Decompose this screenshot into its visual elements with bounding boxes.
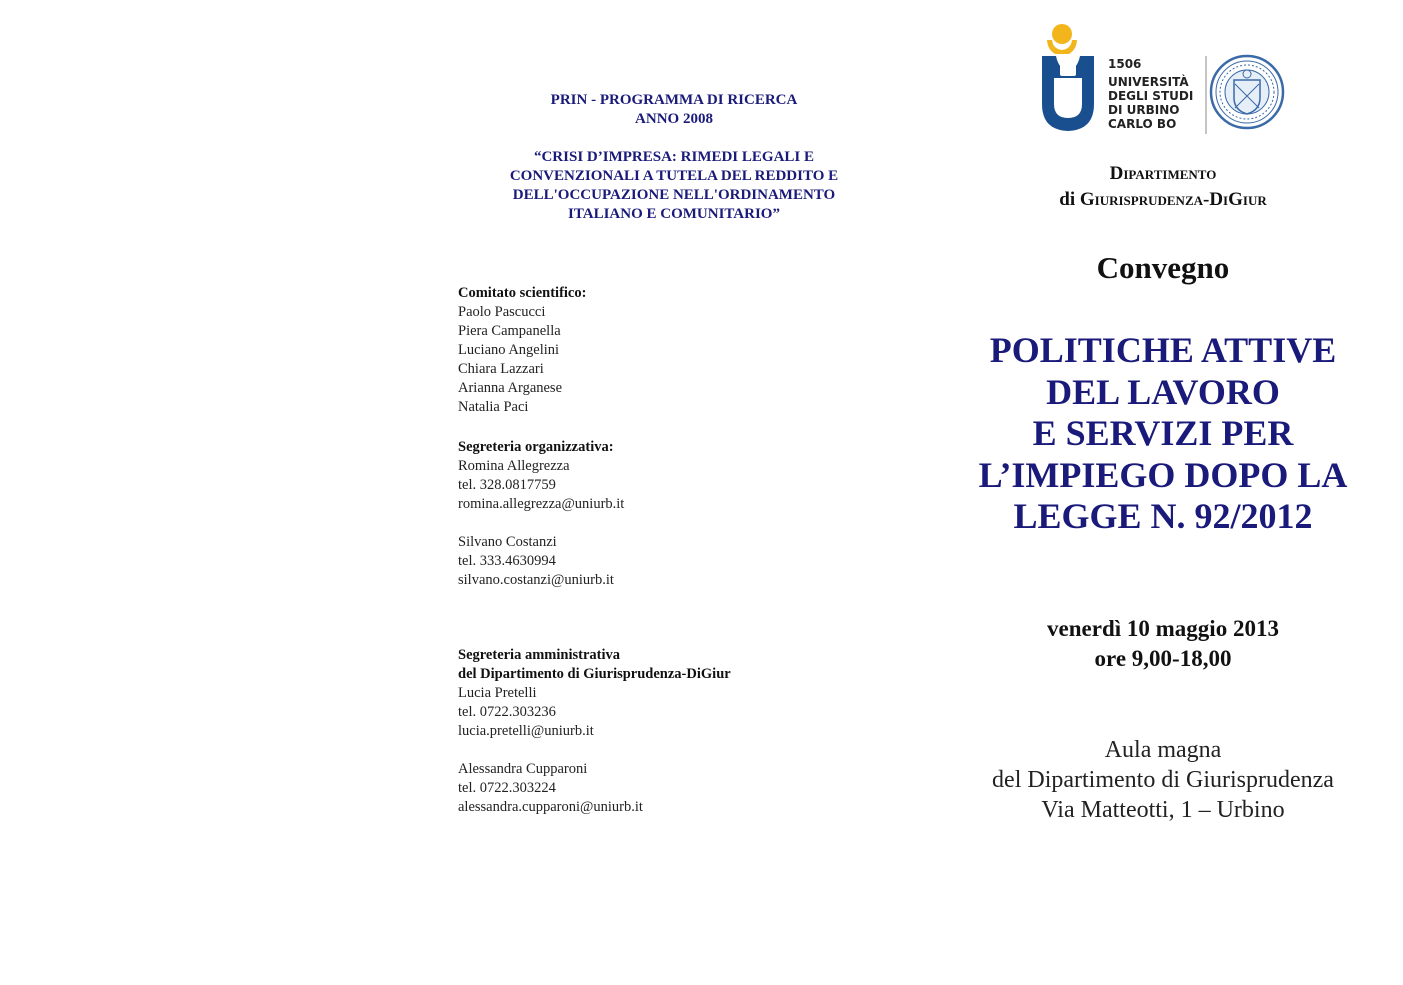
segreteria-amm-subheading: del Dipartimento di Giurisprudenza-DiGiur [458,666,731,682]
logo-head-icon [1052,24,1072,44]
segreteria-org-heading: Segreteria organizzativa: [458,439,614,455]
university-logo [1038,20,1288,136]
venue-line: del Dipartimento di Giurisprudenza [992,767,1334,793]
event-title-line: L’IMPIEGO DOPO LA [978,454,1348,495]
project-title [474,148,874,224]
contact-name: Romina Allegrezza [458,458,570,474]
event-date: venerdì 10 maggio 2013 [1047,616,1279,641]
contact-email[interactable]: romina.allegrezza@uniurb.it [458,496,625,512]
segreteria-organizzativa [458,438,624,590]
department-name [963,161,1363,213]
prin-line: PRIN - PROGRAMMA DI RICERCA [550,92,798,108]
comitato-heading: Comitato scientifico: [458,285,587,301]
event-title-line: E SERVIZI PER [1032,413,1294,453]
contact-tel: tel. 333.4630994 [458,553,556,569]
contact-name: Silvano Costanzi [458,534,557,550]
event-title-line: DEL LAVORO [1046,371,1280,412]
prin-year: ANNO 2008 [635,111,713,127]
event-time: ore 9,00-18,00 [1094,646,1232,671]
event-title [943,330,1383,538]
contact-email[interactable]: silvano.costanzi@uniurb.it [458,572,614,588]
event-datetime [963,614,1363,674]
comitato-scientifico [458,284,586,417]
project-title-line: DELL'OCCUPAZIONE NELL'ORDINAMENTO [512,187,836,203]
comitato-member: Paolo Pascucci [458,304,546,320]
project-title-line: “CRISI D’IMPRESA: RIMEDI LEGALI E [533,149,815,165]
contact-email[interactable]: alessandra.cupparoni@uniurb.it [458,799,643,815]
logo-line: DI URBINO [1108,103,1180,117]
department-label: Dipartimento [1109,163,1217,184]
contact-email[interactable]: lucia.pretelli@uniurb.it [458,723,594,739]
contact-tel: tel. 0722.303236 [458,704,556,720]
contact-name: Alessandra Cupparoni [458,761,588,777]
logo-line: UNIVERSITÀ [1108,75,1189,89]
comitato-member: Chiara Lazzari [458,361,544,377]
event-title-line: LEGGE N. 92/2012 [1013,496,1313,536]
contact-tel: tel. 0722.303224 [458,780,556,796]
logo-line: CARLO BO [1108,117,1177,131]
event-title-line: POLITICHE ATTIVE [989,330,1337,370]
department-full-name [963,187,1363,213]
logo-line: DEGLI STUDI [1108,89,1194,103]
department-prefix: di [1059,189,1080,210]
comitato-member: Arianna Arganese [458,380,563,396]
contact-name: Lucia Pretelli [458,685,537,701]
prin-heading [474,91,874,129]
venue-line: Aula magna [1104,737,1222,763]
comitato-member: Natalia Paci [458,399,529,415]
project-title-line: ITALIANO E COMUNITARIO” [568,206,780,222]
segreteria-amministrativa [458,646,731,817]
comitato-member: Luciano Angelini [458,342,560,358]
event-type: Convegno [1096,250,1230,285]
segreteria-amm-heading: Segreteria amministrativa [458,647,621,663]
department-title: Giurisprudenza-DiGiur [1079,189,1267,210]
project-title-line: CONVENZIONALI A TUTELA DEL REDDITO E [509,168,839,184]
logo-year: 1506 [1108,57,1142,71]
contact-tel: tel. 328.0817759 [458,477,556,493]
university-seal-icon [1211,56,1283,128]
event-venue [943,735,1383,825]
venue-line: Via Matteotti, 1 – Urbino [1041,797,1285,823]
comitato-member: Piera Campanella [458,323,561,339]
university-logo-graphic [1038,20,1288,136]
